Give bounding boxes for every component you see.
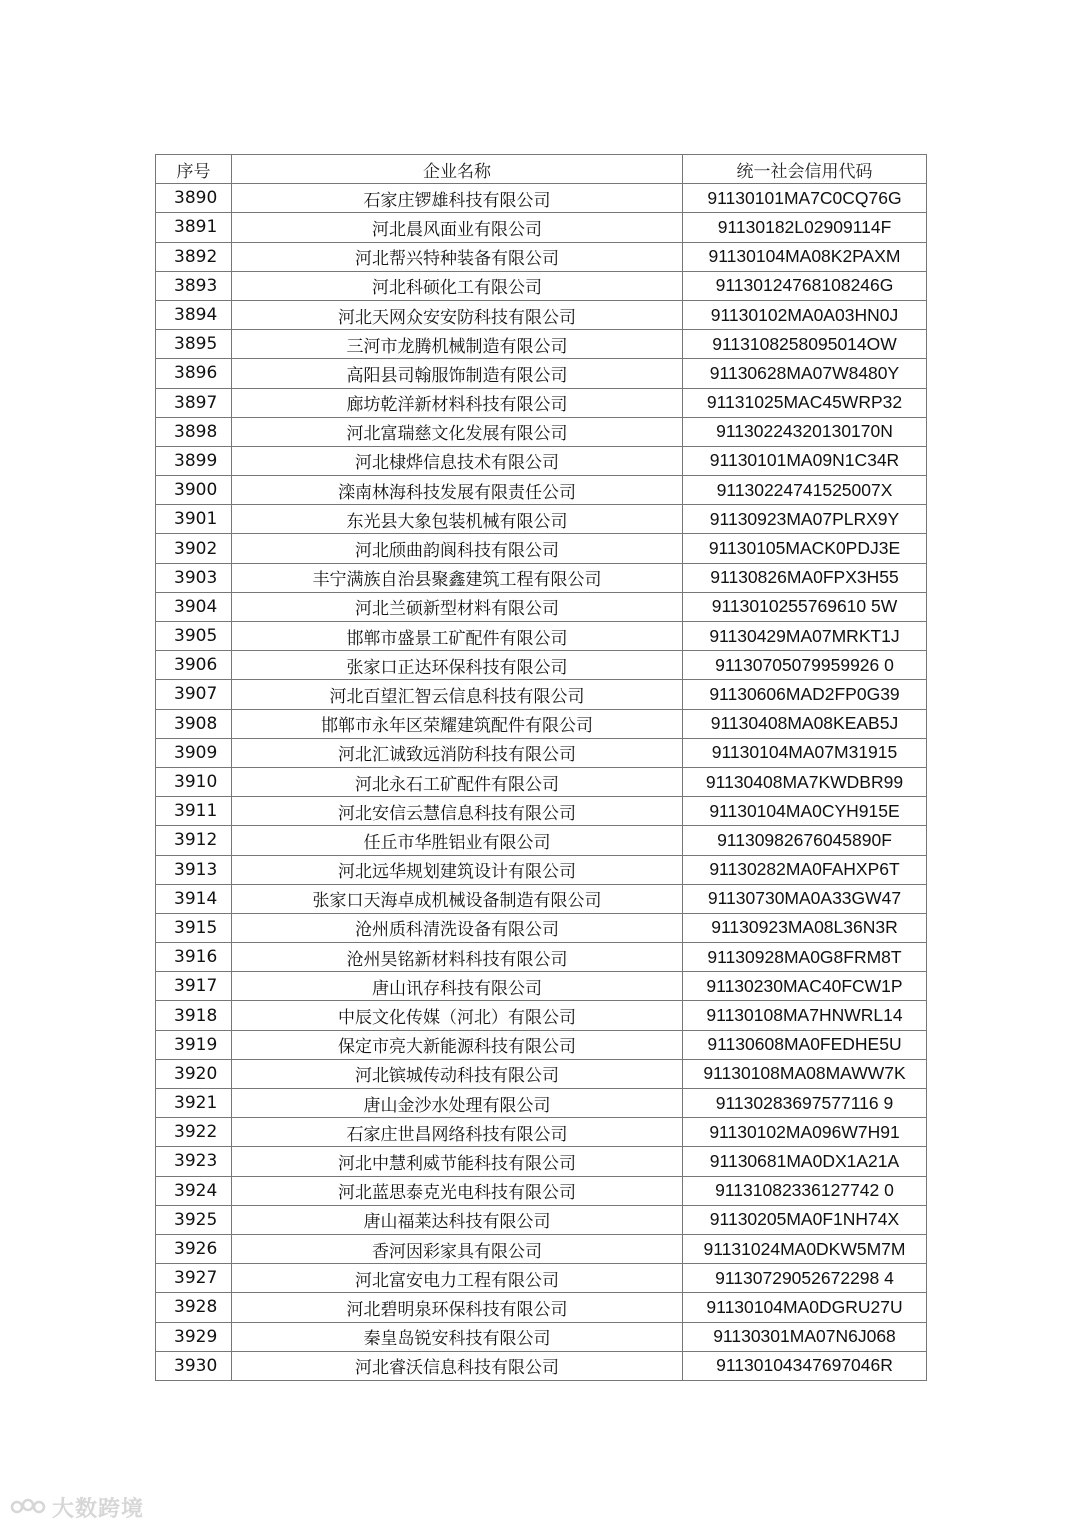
cell-credit-code: 91130729052672298 4	[683, 1264, 927, 1293]
cell-credit-code: 91130681MA0DX1A21A	[683, 1147, 927, 1176]
cell-serial: 3922	[156, 1118, 232, 1147]
watermark	[10, 1492, 144, 1522]
cell-company-name: 河北晨风面业有限公司	[232, 213, 683, 242]
header-row	[156, 155, 927, 184]
table-row	[156, 709, 927, 738]
cell-company-name: 香河因彩家具有限公司	[232, 1234, 683, 1263]
cell-credit-code: 91130730MA0A33GW47	[683, 884, 927, 913]
cell-serial: 3917	[156, 972, 232, 1001]
cell-credit-code: 91130101MA7C0CQ76G	[683, 184, 927, 213]
cell-serial: 3925	[156, 1205, 232, 1234]
table-row	[156, 738, 927, 767]
cell-company-name: 沧州昊铭新材料科技有限公司	[232, 943, 683, 972]
cell-credit-code: 91130205MA0F1NH74X	[683, 1205, 927, 1234]
cell-company-name: 保定市亮大新能源科技有限公司	[232, 1030, 683, 1059]
cell-serial: 3892	[156, 242, 232, 271]
cell-company-name: 丰宁满族自治县聚鑫建筑工程有限公司	[232, 563, 683, 592]
cell-company-name: 秦皇岛锐安科技有限公司	[232, 1322, 683, 1351]
cell-company-name: 高阳县司翰服饰制造有限公司	[232, 359, 683, 388]
cell-serial: 3916	[156, 943, 232, 972]
cell-serial: 3895	[156, 330, 232, 359]
table-row	[156, 913, 927, 942]
cell-company-name: 河北科硕化工有限公司	[232, 271, 683, 300]
cell-company-name: 河北颀曲韵阆科技有限公司	[232, 534, 683, 563]
cell-serial: 3923	[156, 1147, 232, 1176]
table-row	[156, 1001, 927, 1030]
table-row	[156, 1147, 927, 1176]
cell-serial: 3904	[156, 592, 232, 621]
cell-credit-code: 91130104MA0CYH915E	[683, 797, 927, 826]
table-row	[156, 213, 927, 242]
table-row	[156, 184, 927, 213]
cell-credit-code: 91130105MACK0PDJ3E	[683, 534, 927, 563]
table-row	[156, 417, 927, 446]
cell-serial: 3913	[156, 855, 232, 884]
cell-serial: 3911	[156, 797, 232, 826]
cell-company-name: 石家庄世昌网络科技有限公司	[232, 1118, 683, 1147]
cell-credit-code: 91130108MA08MAWW7K	[683, 1059, 927, 1088]
cell-serial: 3929	[156, 1322, 232, 1351]
table-row	[156, 1205, 927, 1234]
cell-serial: 3905	[156, 622, 232, 651]
cell-credit-code: 91130102MA096W7H91	[683, 1118, 927, 1147]
cell-credit-code: 91130608MA0FEDHE5U	[683, 1030, 927, 1059]
table-row	[156, 651, 927, 680]
table-row	[156, 476, 927, 505]
cell-credit-code: 91130224741525007X	[683, 476, 927, 505]
table-row	[156, 388, 927, 417]
cell-serial: 3897	[156, 388, 232, 417]
cell-serial: 3921	[156, 1089, 232, 1118]
table-row	[156, 1351, 927, 1380]
cell-credit-code: 91130705079959926 0	[683, 651, 927, 680]
cell-serial: 3928	[156, 1293, 232, 1322]
cell-company-name: 三河市龙腾机械制造有限公司	[232, 330, 683, 359]
cell-company-name: 河北富安电力工程有限公司	[232, 1264, 683, 1293]
cell-serial: 3910	[156, 767, 232, 796]
cell-serial: 3914	[156, 884, 232, 913]
table-row	[156, 1322, 927, 1351]
cell-credit-code: 91130606MAD2FP0G39	[683, 680, 927, 709]
table-row	[156, 300, 927, 329]
cell-serial: 3902	[156, 534, 232, 563]
cell-serial: 3906	[156, 651, 232, 680]
table-row	[156, 1234, 927, 1263]
cell-credit-code: 91130102MA0A03HN0J	[683, 300, 927, 329]
cell-credit-code: 91130104MA07M31915	[683, 738, 927, 767]
table-row	[156, 271, 927, 300]
cell-serial: 3893	[156, 271, 232, 300]
cell-serial: 3901	[156, 505, 232, 534]
cell-serial: 3918	[156, 1001, 232, 1030]
watermark-text: 大数跨境	[52, 1496, 145, 1522]
cell-serial: 3920	[156, 1059, 232, 1088]
cell-company-name: 河北远华规划建筑设计有限公司	[232, 855, 683, 884]
table-row	[156, 1089, 927, 1118]
cell-serial: 3919	[156, 1030, 232, 1059]
table-row	[156, 855, 927, 884]
cell-company-name: 东光县大象包装机械有限公司	[232, 505, 683, 534]
table-header	[156, 155, 927, 184]
cell-credit-code: 9113010255769610 5W	[683, 592, 927, 621]
cell-serial: 3909	[156, 738, 232, 767]
table-row	[156, 1293, 927, 1322]
cell-credit-code: 91130923MA08L36N3R	[683, 913, 927, 942]
cell-company-name: 河北永石工矿配件有限公司	[232, 767, 683, 796]
cell-credit-code: 91130104347697046R	[683, 1351, 927, 1380]
table-row	[156, 534, 927, 563]
cell-credit-code: 91130104MA0DGRU27U	[683, 1293, 927, 1322]
cell-serial: 3908	[156, 709, 232, 738]
cell-company-name: 河北中慧利威节能科技有限公司	[232, 1147, 683, 1176]
table-row	[156, 592, 927, 621]
table-body	[156, 184, 927, 1381]
cell-serial: 3907	[156, 680, 232, 709]
cell-serial: 3915	[156, 913, 232, 942]
cell-credit-code: 9113108258095014OW	[683, 330, 927, 359]
table-row	[156, 1118, 927, 1147]
cell-credit-code: 91130923MA07PLRX9Y	[683, 505, 927, 534]
cell-company-name: 唐山金沙水处理有限公司	[232, 1089, 683, 1118]
cell-company-name: 河北汇诚致远消防科技有限公司	[232, 738, 683, 767]
cell-credit-code: 91130408MA7KWDBR99	[683, 767, 927, 796]
table-row	[156, 972, 927, 1001]
cell-credit-code: 91130628MA07W8480Y	[683, 359, 927, 388]
dashuju-logo-icon	[10, 1495, 46, 1519]
cell-credit-code: 91130282MA0FAHXP6T	[683, 855, 927, 884]
cell-credit-code: 91131025MAC45WRP32	[683, 388, 927, 417]
cell-serial: 3890	[156, 184, 232, 213]
cell-serial: 3924	[156, 1176, 232, 1205]
cell-company-name: 河北兰硕新型材料有限公司	[232, 592, 683, 621]
cell-serial: 3900	[156, 476, 232, 505]
table-row	[156, 1030, 927, 1059]
cell-company-name: 河北碧明泉环保科技有限公司	[232, 1293, 683, 1322]
header-credit-code: 统一社会信用代码	[683, 155, 927, 184]
table-row	[156, 359, 927, 388]
cell-company-name: 河北百望汇智云信息科技有限公司	[232, 680, 683, 709]
company-table	[155, 154, 927, 1381]
cell-serial: 3903	[156, 563, 232, 592]
cell-company-name: 河北富瑞慈文化发展有限公司	[232, 417, 683, 446]
cell-credit-code: 91131082336127742 0	[683, 1176, 927, 1205]
cell-credit-code: 91130124768108246G	[683, 271, 927, 300]
cell-serial: 3896	[156, 359, 232, 388]
cell-credit-code: 91130928MA0G8FRM8T	[683, 943, 927, 972]
table-row	[156, 330, 927, 359]
cell-serial: 3894	[156, 300, 232, 329]
table-row	[156, 767, 927, 796]
cell-company-name: 任丘市华胜铝业有限公司	[232, 826, 683, 855]
cell-company-name: 河北天网众安安防科技有限公司	[232, 300, 683, 329]
cell-company-name: 河北睿沃信息科技有限公司	[232, 1351, 683, 1380]
cell-serial: 3927	[156, 1264, 232, 1293]
cell-credit-code: 91130182L02909114F	[683, 213, 927, 242]
cell-credit-code: 91130283697577116 9	[683, 1089, 927, 1118]
table-row	[156, 797, 927, 826]
cell-serial: 3926	[156, 1234, 232, 1263]
cell-company-name: 中辰文化传媒（河北）有限公司	[232, 1001, 683, 1030]
cell-credit-code: 91130108MA7HNWRL14	[683, 1001, 927, 1030]
cell-company-name: 邯郸市永年区荣耀建筑配件有限公司	[232, 709, 683, 738]
cell-credit-code: 91130982676045890F	[683, 826, 927, 855]
table-row	[156, 622, 927, 651]
table-row	[156, 943, 927, 972]
table-row	[156, 1176, 927, 1205]
cell-company-name: 河北蓝思泰克光电科技有限公司	[232, 1176, 683, 1205]
cell-company-name: 滦南林海科技发展有限责任公司	[232, 476, 683, 505]
table-row	[156, 505, 927, 534]
cell-credit-code: 91130104MA08K2PAXM	[683, 242, 927, 271]
cell-serial: 3930	[156, 1351, 232, 1380]
cell-serial: 3891	[156, 213, 232, 242]
header-serial: 序号	[156, 155, 232, 184]
cell-credit-code: 91130408MA08KEAB5J	[683, 709, 927, 738]
table-row	[156, 242, 927, 271]
cell-company-name: 石家庄锣雄科技有限公司	[232, 184, 683, 213]
cell-credit-code: 91130826MA0FPX3H55	[683, 563, 927, 592]
cell-credit-code: 91130230MAC40FCW1P	[683, 972, 927, 1001]
table-row	[156, 1264, 927, 1293]
cell-company-name: 张家口天海卓成机械设备制造有限公司	[232, 884, 683, 913]
table-row	[156, 826, 927, 855]
cell-company-name: 河北镔城传动科技有限公司	[232, 1059, 683, 1088]
cell-company-name: 河北帮兴特种装备有限公司	[232, 242, 683, 271]
cell-serial: 3898	[156, 417, 232, 446]
cell-company-name: 沧州质科清洗设备有限公司	[232, 913, 683, 942]
cell-company-name: 唐山福莱达科技有限公司	[232, 1205, 683, 1234]
cell-credit-code: 91131024MA0DKW5M7M	[683, 1234, 927, 1263]
table-row	[156, 563, 927, 592]
table-row	[156, 446, 927, 475]
table-row	[156, 680, 927, 709]
cell-credit-code: 91130301MA07N6J068	[683, 1322, 927, 1351]
cell-company-name: 邯郸市盛景工矿配件有限公司	[232, 622, 683, 651]
cell-company-name: 河北安信云慧信息科技有限公司	[232, 797, 683, 826]
table-row	[156, 884, 927, 913]
cell-company-name: 张家口正达环保科技有限公司	[232, 651, 683, 680]
cell-serial: 3912	[156, 826, 232, 855]
header-company-name: 企业名称	[232, 155, 683, 184]
cell-serial: 3899	[156, 446, 232, 475]
cell-credit-code: 91130224320130170N	[683, 417, 927, 446]
cell-company-name: 河北棣烨信息技术有限公司	[232, 446, 683, 475]
cell-company-name: 唐山讯存科技有限公司	[232, 972, 683, 1001]
cell-credit-code: 91130429MA07MRKT1J	[683, 622, 927, 651]
cell-company-name: 廊坊乾洋新材料科技有限公司	[232, 388, 683, 417]
cell-credit-code: 91130101MA09N1C34R	[683, 446, 927, 475]
table-row	[156, 1059, 927, 1088]
